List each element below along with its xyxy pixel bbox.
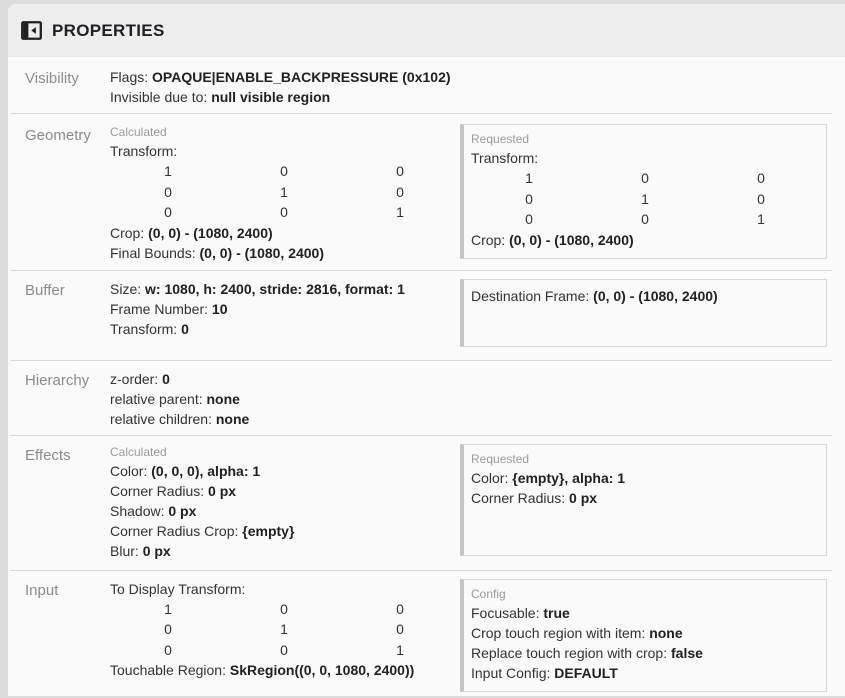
property-row bbox=[110, 660, 460, 680]
matrix-cell: 1 bbox=[641, 190, 649, 207]
property-row bbox=[471, 286, 816, 306]
property-value: {empty}, alpha: 1 bbox=[512, 469, 626, 486]
matrix-cell: 1 bbox=[757, 211, 765, 227]
property-value: w: 1080, h: 2400, stride: 2816, format: 1 bbox=[145, 280, 405, 297]
property-label: relative children : bbox=[110, 411, 216, 427]
section-label-visibility: Visibility bbox=[25, 70, 79, 87]
property-value: (0, 0) - (1080, 2400) bbox=[199, 244, 325, 261]
property-label: Input Config : bbox=[471, 665, 554, 681]
property-value: false bbox=[671, 644, 703, 661]
matrix-cell: 0 bbox=[280, 204, 288, 220]
section-input bbox=[10, 571, 832, 698]
matrix-cell: 0 bbox=[280, 600, 288, 617]
property-label: Crop touch region with item : bbox=[471, 625, 649, 641]
property-label: Corner Radius Crop : bbox=[110, 523, 242, 539]
property-value: true bbox=[543, 604, 570, 621]
property-row bbox=[471, 603, 816, 623]
config-box bbox=[460, 579, 827, 692]
property-row bbox=[471, 488, 816, 508]
matrix-cell: 0 bbox=[525, 190, 533, 207]
property-row bbox=[110, 67, 451, 87]
matrix-cell: 1 bbox=[164, 600, 172, 617]
property-label: Size : bbox=[110, 281, 145, 297]
matrix-cell: 1 bbox=[396, 641, 404, 658]
property-row bbox=[110, 389, 460, 409]
matrix-cell: 0 bbox=[396, 600, 404, 617]
buffer-destination bbox=[460, 279, 832, 347]
subheader-requested: Requested bbox=[471, 451, 530, 466]
property-row bbox=[471, 623, 816, 643]
property-label: Destination Frame : bbox=[471, 288, 593, 304]
requested-box bbox=[460, 444, 827, 556]
property-row bbox=[110, 461, 460, 481]
input-body bbox=[110, 579, 460, 692]
property-label: Focusable : bbox=[471, 605, 543, 621]
matrix-cell: 0 bbox=[396, 163, 404, 179]
section-label-buffer: Buffer bbox=[25, 281, 65, 299]
property-label: Final Bounds : bbox=[110, 245, 200, 261]
property-row bbox=[110, 87, 451, 107]
section-geometry bbox=[10, 114, 832, 271]
matrix-cell: 1 bbox=[164, 163, 172, 179]
transform-label: Transform: bbox=[471, 150, 539, 166]
property-row bbox=[110, 299, 460, 319]
property-row bbox=[110, 223, 460, 243]
property-label: Color : bbox=[471, 470, 512, 486]
matrix-cell: 0 bbox=[164, 641, 172, 658]
property-row bbox=[110, 319, 460, 339]
matrix-cell: 0 bbox=[164, 621, 172, 637]
subheader-requested: Requested bbox=[471, 132, 530, 146]
matrix-cell: 0 bbox=[757, 170, 765, 186]
matrix-cell: 0 bbox=[280, 163, 288, 179]
property-label: Transform : bbox=[110, 321, 181, 337]
subheader-config: Config bbox=[471, 586, 506, 601]
property-row bbox=[110, 501, 460, 521]
matrix-cell: 0 bbox=[280, 641, 288, 658]
section-label-effects: Effects bbox=[25, 446, 71, 464]
property-value: none bbox=[215, 410, 250, 427]
property-value: (0, 0) - (1080, 2400) bbox=[148, 224, 273, 241]
destination-box bbox=[460, 279, 827, 347]
matrix-cell: 0 bbox=[396, 621, 404, 637]
section-visibility bbox=[10, 57, 832, 114]
transform-matrix bbox=[110, 161, 460, 223]
property-label: Corner Radius : bbox=[471, 490, 569, 506]
buffer-body bbox=[110, 279, 460, 347]
property-row bbox=[110, 521, 460, 541]
property-label: z-order : bbox=[110, 371, 162, 387]
property-row bbox=[471, 468, 816, 488]
property-label: Blur : bbox=[110, 543, 143, 559]
section-effects bbox=[10, 436, 832, 571]
property-label: Crop : bbox=[110, 225, 148, 241]
section-label-input: Input bbox=[25, 581, 59, 599]
property-value: null visible region bbox=[211, 89, 331, 105]
property-label: Invisible due to : bbox=[110, 89, 211, 105]
effects-calculated bbox=[110, 444, 460, 561]
matrix-cell: 1 bbox=[280, 183, 288, 200]
property-value: 0 px bbox=[569, 489, 598, 506]
property-value: none bbox=[649, 624, 683, 641]
transform-label: Transform: bbox=[110, 143, 178, 159]
section-label-hierarchy: Hierarchy bbox=[25, 371, 90, 389]
property-row bbox=[471, 643, 816, 663]
property-value: 0 px bbox=[208, 482, 237, 499]
section-label-geometry: Geometry bbox=[25, 127, 91, 144]
properties-panel bbox=[8, 4, 845, 696]
matrix-cell: 1 bbox=[396, 204, 404, 220]
matrix-cell: 0 bbox=[396, 183, 404, 200]
property-row bbox=[110, 541, 460, 561]
transform-matrix bbox=[471, 168, 816, 230]
property-label: Replace touch region with crop : bbox=[471, 645, 671, 661]
property-value: 0 px bbox=[168, 502, 197, 519]
property-value: 10 bbox=[211, 300, 228, 317]
property-row bbox=[471, 230, 816, 250]
property-row bbox=[110, 279, 460, 299]
property-value: none bbox=[206, 390, 240, 407]
property-label: relative parent : bbox=[110, 391, 207, 407]
effects-requested bbox=[460, 444, 832, 561]
matrix-cell: 0 bbox=[164, 204, 172, 220]
property-row bbox=[110, 409, 460, 429]
property-label: Touchable Region : bbox=[110, 662, 230, 678]
property-label: Color : bbox=[110, 463, 151, 479]
property-value: {empty} bbox=[242, 522, 295, 539]
panel-header bbox=[8, 4, 845, 57]
subheader-calculated: Calculated bbox=[110, 444, 167, 459]
property-row bbox=[110, 243, 460, 263]
geometry-requested bbox=[460, 124, 832, 263]
visibility-body bbox=[110, 67, 451, 107]
property-label: Flags : bbox=[110, 69, 152, 85]
property-row bbox=[471, 663, 816, 683]
requested-box bbox=[460, 124, 827, 259]
property-label: Shadow : bbox=[110, 503, 168, 519]
matrix-cell: 0 bbox=[757, 190, 765, 207]
transform-label: To Display Transform: bbox=[110, 580, 246, 597]
matrix-cell: 1 bbox=[525, 170, 533, 186]
property-value: OPAQUE|ENABLE_BACKPRESSURE (0x102) bbox=[152, 69, 451, 85]
section-buffer bbox=[10, 271, 832, 361]
property-value: (0, 0) - (1080, 2400) bbox=[509, 231, 634, 248]
hierarchy-body bbox=[110, 369, 460, 429]
property-row bbox=[110, 481, 460, 501]
matrix-cell: 0 bbox=[525, 211, 533, 227]
property-row bbox=[110, 369, 460, 389]
matrix-cell: 0 bbox=[641, 170, 649, 186]
property-label: Crop : bbox=[471, 232, 509, 248]
property-label: Corner Radius : bbox=[110, 483, 208, 499]
matrix-cell: 1 bbox=[280, 621, 288, 637]
matrix-cell: 0 bbox=[641, 211, 649, 227]
property-value: 0 px bbox=[142, 542, 171, 559]
geometry-calculated bbox=[110, 124, 460, 263]
property-label: Frame Number : bbox=[110, 301, 212, 317]
transform-matrix bbox=[110, 599, 460, 661]
property-value: 0 bbox=[162, 370, 170, 387]
panel-title: PROPERTIES bbox=[52, 20, 165, 40]
property-value: (0, 0) - (1080, 2400) bbox=[593, 287, 718, 304]
property-value: 0 bbox=[181, 320, 189, 337]
property-value: DEFAULT bbox=[554, 664, 618, 681]
matrix-cell: 0 bbox=[164, 183, 172, 200]
section-hierarchy bbox=[10, 361, 832, 436]
input-config bbox=[460, 579, 832, 692]
subheader-calculated: Calculated bbox=[110, 125, 167, 139]
left-panel-close-icon[interactable] bbox=[18, 18, 44, 44]
property-value: (0, 0, 0), alpha: 1 bbox=[151, 462, 261, 479]
property-value: SkRegion((0, 0, 1080, 2400)) bbox=[229, 662, 415, 678]
